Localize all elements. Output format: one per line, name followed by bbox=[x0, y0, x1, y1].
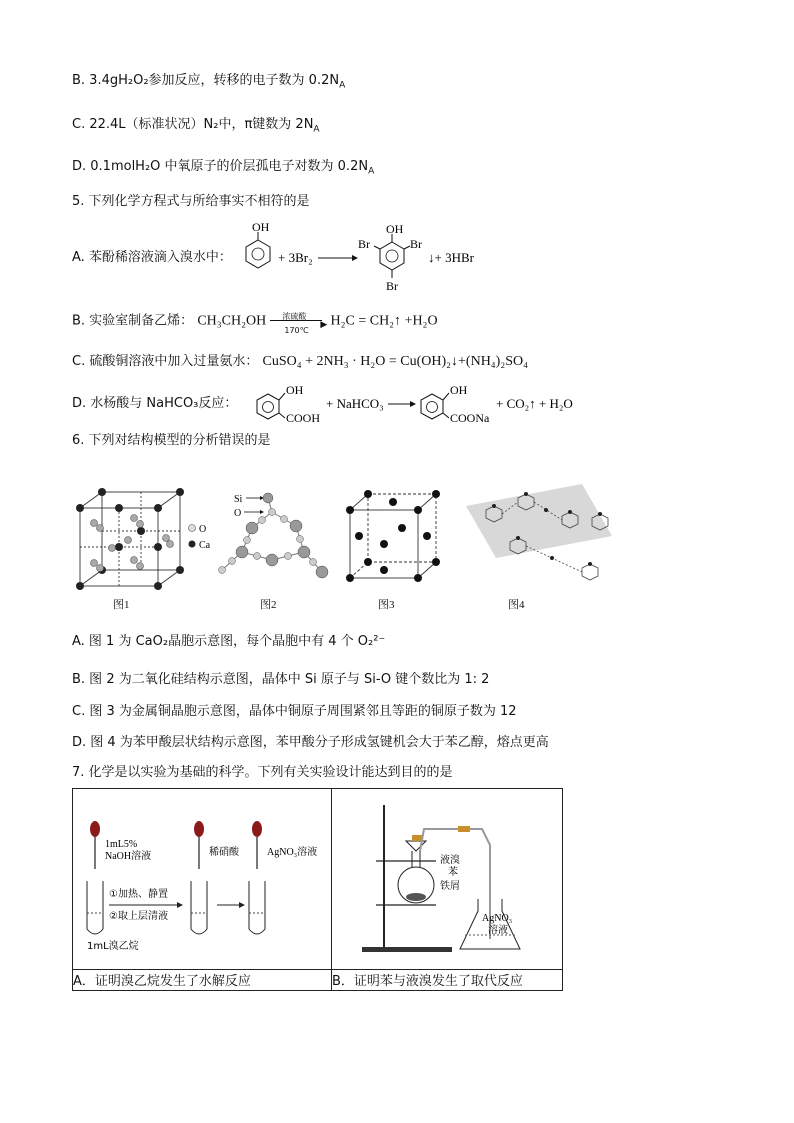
experiment-b-diagram bbox=[332, 789, 562, 965]
legend-o: O bbox=[199, 524, 207, 535]
a-step-2: ②取上层清液 bbox=[109, 911, 168, 922]
q4-option-b-sub: A bbox=[339, 80, 346, 91]
figure-2-sio2-structure bbox=[212, 488, 332, 588]
b-label-benzene: 苯 bbox=[448, 867, 458, 878]
product-tail: ↓+ 3HBr bbox=[428, 250, 474, 265]
a-label-agno3: AgNO₃溶液 bbox=[267, 847, 318, 858]
q5-option-b bbox=[72, 312, 438, 335]
figure-3-copper-cell bbox=[344, 488, 444, 588]
experiment-b-caption: B．证明苯与液溴发生了取代反应 bbox=[332, 970, 563, 991]
a-label-nitric-acid: 稀硝酸 bbox=[209, 847, 239, 858]
figure-1-cao2-cell bbox=[74, 488, 214, 598]
b-label-solution: 溶液 bbox=[488, 925, 508, 936]
q6-option-b: B. 图 2 为二氧化硅结构示意图，晶体中 Si 原子与 Si-O 键个数比为 1: 2 bbox=[72, 672, 490, 687]
a-step-1: ①加热、静置 bbox=[109, 889, 168, 900]
label-si: Si bbox=[234, 494, 243, 505]
q4-option-b-text: B. 3.4gH₂O₂参加反应，转移的电子数为 0.2N bbox=[72, 73, 340, 88]
product-br-bottom: Br bbox=[386, 279, 398, 293]
sodium-salicylate-structure bbox=[421, 383, 490, 425]
q4-option-c-sub: A bbox=[313, 124, 320, 135]
tribromophenol-structure bbox=[358, 222, 422, 293]
q4-option-c bbox=[72, 116, 320, 139]
q5-option-a-label: A. 苯酚稀溶液滴入溴水中： bbox=[72, 250, 232, 265]
figure-2-caption: 图2 bbox=[260, 599, 277, 611]
salicylic-cooh: COOH bbox=[286, 411, 321, 425]
q5-option-a-equation bbox=[244, 222, 484, 296]
b-label-bromine: 液溴 bbox=[440, 855, 460, 866]
bicarbonate-reagent: + NaHCO₃ bbox=[326, 396, 384, 411]
a-label-naoh: NaOH溶液 bbox=[105, 851, 152, 862]
product-br-left: Br bbox=[358, 237, 370, 251]
product-oh: OH bbox=[386, 222, 404, 236]
q5-option-d-equation bbox=[252, 380, 592, 426]
experiment-b-cell bbox=[332, 789, 563, 970]
figure-3-caption: 图3 bbox=[378, 599, 395, 611]
product-br-right: Br bbox=[410, 237, 422, 251]
q7-stem: 7. 化学是以实验为基础的科学。下列有关实验设计能达到目的的是 bbox=[72, 765, 453, 780]
arrow-condition-bottom: 170℃ bbox=[284, 326, 309, 335]
label-o: O bbox=[234, 508, 242, 519]
b-label-agno3: AgNO₃ bbox=[482, 913, 513, 924]
q5-option-b-products: H₂C = CH₂↑ +H₂O bbox=[330, 313, 438, 329]
q5-option-b-label: B. 实验室制备乙烯： bbox=[72, 313, 194, 329]
experiment-a-cell bbox=[73, 789, 332, 970]
bromine-reagent: + 3Br₂ bbox=[278, 250, 313, 265]
q4-option-b bbox=[72, 72, 345, 95]
a-label-bromoethane: 1mL溴乙烷 bbox=[87, 941, 139, 952]
q4-option-d bbox=[72, 158, 374, 181]
reaction-arrow: 浓硫酸 ▶ 170℃ bbox=[270, 312, 326, 330]
q4-option-d-text: D. 0.1molH₂O 中氧原子的价层孤电子对数为 0.2N bbox=[72, 159, 369, 174]
q5-stem: 5. 下列化学方程式与所给事实不相符的是 bbox=[72, 194, 310, 209]
salicylic-acid-structure bbox=[257, 383, 320, 425]
q4-option-c-text: C. 22.4L（标准状况）N₂中，π键数为 2N bbox=[72, 117, 314, 132]
arrow-condition-top: 浓硫酸 bbox=[282, 312, 307, 321]
q4-option-d-sub: A bbox=[368, 166, 375, 177]
experiment-a-diagram bbox=[73, 789, 331, 965]
phenol-oh: OH bbox=[252, 222, 270, 234]
q6-option-a: A. 图 1 为 CaO₂晶胞示意图，每个晶胞中有 4 个 O₂²⁻ bbox=[72, 634, 386, 649]
legend-ca: Ca bbox=[199, 540, 211, 551]
phenol-structure bbox=[246, 222, 270, 268]
figure-1-caption: 图1 bbox=[113, 599, 130, 611]
q5-option-c-equation: CuSO₄ + 2NH₃ · H₂O = Cu(OH)₂↓+(NH₄)₂SO₄ bbox=[262, 354, 528, 369]
q5-option-c-label: C. 硫酸铜溶液中加入过量氨水： bbox=[72, 354, 259, 369]
figure-4-benzoic-acid-layers bbox=[462, 480, 622, 598]
salicylic-oh: OH bbox=[286, 383, 304, 397]
b-label-iron: 铁屑 bbox=[440, 881, 460, 892]
q6-option-c: C. 图 3 为金属铜晶胞示意图，晶体中铜原子周围紧邻且等距的铜原子数为 12 bbox=[72, 704, 517, 719]
a-label-naoh-volume: 1mL5% bbox=[105, 839, 138, 850]
salicylate-oh: OH bbox=[450, 383, 468, 397]
q5-option-c bbox=[72, 353, 528, 371]
experiment-a-caption: A．证明溴乙烷发生了水解反应 bbox=[73, 970, 332, 991]
q5-option-d-products: + CO₂↑ + H₂O bbox=[496, 396, 573, 411]
salicylate-coona: COONa bbox=[450, 411, 490, 425]
q6-option-d: D. 图 4 为苯甲酸层状结构示意图，苯甲酸分子形成氢键机会大于苯乙醇，熔点更高 bbox=[72, 735, 549, 750]
q6-stem: 6. 下列对结构模型的分析错误的是 bbox=[72, 433, 271, 448]
figure-4-caption: 图4 bbox=[508, 599, 525, 611]
q5-option-b-reactant: CH₃CH₂OH bbox=[197, 313, 267, 329]
q5-option-d-label: D. 水杨酸与 NaHCO₃反应： bbox=[72, 396, 238, 411]
q7-experiment-table bbox=[72, 788, 563, 991]
